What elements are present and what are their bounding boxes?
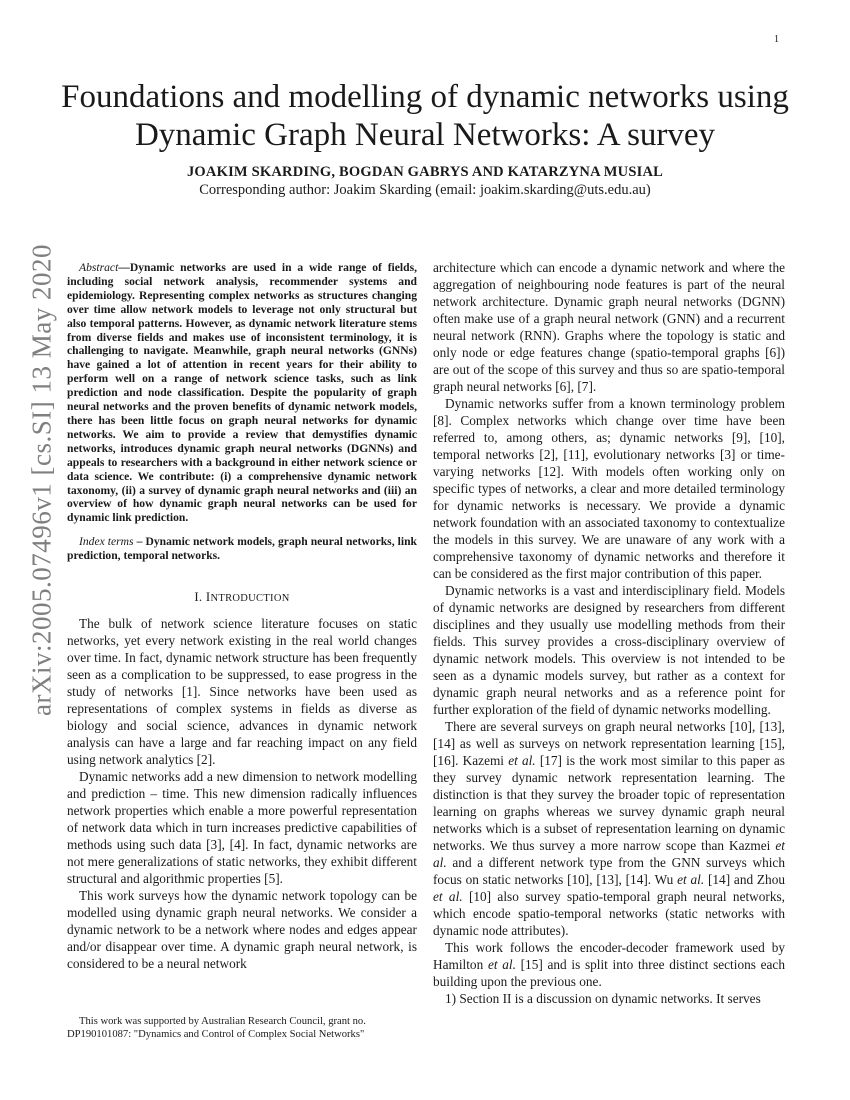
right-column [433, 259, 785, 1007]
paragraph [433, 939, 785, 990]
index-terms-text: – Dynamic network models, graph neural networks, link prediction, temporal networks. [67, 535, 417, 563]
text-run: This work follows the encoder-decoder framework used by Hamilton [433, 940, 785, 972]
section-title-rest: NTRODUCTION [210, 593, 290, 605]
author-list: JOAKIM SKARDING, BOGDAN GABRYS AND KATARZYNA MUSIAL [186, 164, 663, 180]
text-run: There are several surveys on graph neural networks [10], [13], [14] as well as surveys on network representation learning [15], [16]. Kazemi [433, 719, 785, 768]
section-title-initial: I [205, 590, 211, 605]
abstract-text: —Dynamic networks are used in a wide range of fields, including social network analysis, recommender systems and epidemiology. Representing complex networks as structures changing over time allow network models to leverage not only structural but also temporal patterns. However, as dynamic network literature stems from diverse fields and makes use of inconsistent terminology, it is challenging to navigate. Meanwhile, graph neural networks (GNNs) have gained a lot of attention in recent years for their ability to perform well on a range of network science tasks, such as link prediction and node classification. Despite the popularity of graph neural networks and the proven benefits of dynamic network models, there has been little focus on graph neural networks for dynamic networks. We aim to provide a review that demystifies dynamic networks, introduces dynamic graph neural networks (DGNNs) and appeals to researchers with a background in either network science or data science. We contribute: (i) a comprehensive dynamic network taxonomy, (ii) a survey of dynamic graph neural networks and (iii) an overview of how dynamic graph neural networks can be used for dynamic link prediction. [67, 261, 417, 525]
et-al: et al. [508, 753, 536, 768]
paragraph: Dynamic networks suffer from a known terminology problem [8]. Complex networks which change over time have been referred to, among others, as; dynamic networks [9], [10], temporal networks [2], [11], evolutionary networks [3] or time-varying networks [12]. With models often working only on specific types of networks, a clear and more detailed terminology for dynamic networks is necessary. We provide a dynamic network foundation with an associated taxonomy to contextualize the models in this survey. We are unaware of any work with a comprehensive taxonomy of dynamic networks and therefore it can be considered as the first major contribution of this paper. [433, 396, 785, 581]
corresponding-author: Corresponding author: Joakim Skarding (email: joakim.skarding@uts.edu.au) [199, 182, 651, 198]
page-number: 1 [774, 34, 779, 45]
index-terms [67, 535, 417, 563]
abstract-label: Abstract [79, 261, 119, 274]
et-al: et al. [677, 872, 705, 887]
et-al: et al. [433, 889, 463, 904]
section-heading-introduction [67, 589, 417, 607]
footnote: This work was supported by Australian Research Council, grant no. DP190101087: "Dynamics and Control of Complex Social Networks" [67, 1016, 366, 1040]
paragraph [433, 718, 785, 939]
paper-title: Foundations and modelling of dynamic networks using Dynamic Graph Neural Networks: A survey [61, 79, 789, 153]
list-item: 1) Section II is a discussion on dynamic networks. It serves [445, 991, 761, 1006]
paragraph: Dynamic networks add a new dimension to network modelling and prediction – time. This new dimension radically influences network properties which enable a more powerful representation of network data which in turn increases predictive capabilities of methods using such data [3], [4]. In fact, dynamic networks are not mere generalizations of static networks, they exhibit different structural and algorithmic properties [5]. [67, 769, 417, 887]
text-run: [15] and is split into three distinct sections each building upon the previous one. [433, 957, 785, 989]
text-run: and a different network type from the GNN surveys which focus on static networks [10], [13], [14]. Wu [433, 855, 785, 887]
left-column [67, 261, 417, 972]
paragraph: This work surveys how the dynamic network topology can be modelled using dynamic graph neural networks. We consider a dynamic network to be a network where nodes and edges appear and/or disappear over time. A dynamic graph neural network, is considered to be a neural network [67, 888, 417, 972]
paragraph: Dynamic networks is a vast and interdisciplinary field. Models of dynamic networks are designed by researchers from different disciplines and they usually use modelling methods from their fields. This survey provides a cross-disciplinary overview of dynamic network models. This overview is not intended to be seen as a dynamic models survey, but rather as a context for dynamic graph neural networks and as a reference point for further exploration of the field of dynamic networks modelling. [433, 583, 785, 717]
et-al: et al. [487, 957, 516, 972]
paragraph: architecture which can encode a dynamic network and where the aggregation of neighbouring node features is part of the neural network architecture. Dynamic graph neural networks (DGNN) often make use of a graph neural network (GNN) and a recurrent neural network (RNN). Graphs where the topology is static and only node or edge features change (spatio-temporal graphs [6]) are out of the scope of this survey and thus so are spatio-temporal graph neural networks [6], [7]. [433, 260, 785, 394]
arxiv-stamp: arXiv:2005.07496v1 [cs.SI] 13 May 2020 [26, 244, 57, 716]
abstract [67, 261, 417, 525]
text-run: [10] also survey spatio-temporal graph neural networks, which encode spatio-temporal networks (static networks with dynamic node attributes). [433, 889, 786, 938]
paragraph: The bulk of network science literature focuses on static networks, yet every network existing in the real world changes over time. In fact, dynamic network structure has been frequently seen as a complication to be suppressed, to ease progress in the study of networks [1]. Since networks have been used as representations of complex systems in fields as diverse as biology and social science, advances in dynamic network analysis can have a large and far reaching impact on any field using network analytics [2]. [67, 616, 417, 768]
text-run: [17] is the work most similar to this paper as they survey dynamic network representation learning. The distinction is that they survey the broader topic of representation learning on graphs whereas we survey dynamic graph neural networks which is a subset of representation learning on dynamic networks. We thus survey a more narrow scope than Kazmei [433, 753, 785, 853]
et-al: et al. [433, 838, 785, 870]
section-number: I. [194, 590, 206, 605]
index-terms-label: Index terms [79, 535, 134, 549]
text-run: [14] and Zhou [704, 872, 785, 887]
